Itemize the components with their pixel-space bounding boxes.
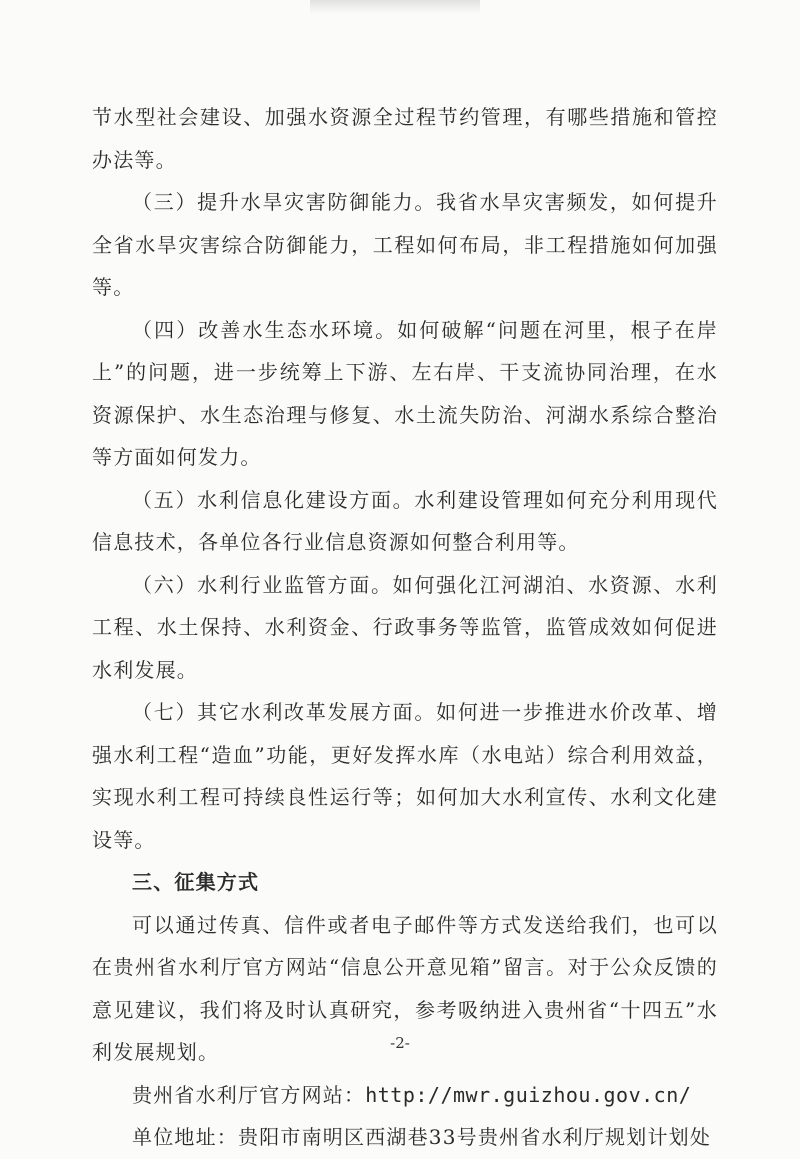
address-line xyxy=(92,1116,718,1159)
address-value: 贵阳市南明区西湖巷33号贵州省水利厅规划计划处 xyxy=(238,1125,712,1149)
paragraph-flood-defense: （三）提升水旱灾害防御能力。我省水旱灾害频发，如何提升全省水旱灾害综合防御能力，工程如何布局，非工程措施如何加强等。 xyxy=(92,190,718,299)
paragraph-collection-method: 可以通过传真、信件或者电子邮件等方式发送给我们，也可以在贵州省水利厅官方网站“信息公开意见箱”留言。对于公众反馈的意见建议，我们将及时认真研究，参考吸纳进入贵州省“十四五”水利发展规划。 xyxy=(92,912,718,1064)
website-url: http://mwr.guizhou.gov.cn/ xyxy=(365,1082,692,1107)
paragraph-continuation: 节水型社会建设、加强水资源全过程节约管理，有哪些措施和管控办法等。 xyxy=(92,105,718,172)
paragraph-other-reform: （七）其它水利改革发展方面。如何进一步推进水价改革、增强水利工程“造血”功能，更好发挥水库（水电站）综合利用效益，实现水利工程可持续良性运行等；如何加大水利宣传、水利文化建设等。 xyxy=(92,700,718,852)
website-label: 贵州省水利厅官方网站： xyxy=(132,1082,366,1107)
website-line xyxy=(92,1074,718,1117)
paragraph-water-ecology: （四）改善水生态水环境。如何破解“问题在河里，根子在岸上”的问题，进一步统筹上下游、左右岸、干支流协同治理，在水资源保护、水生态治理与修复、水土流失防治、河湖水系综合整治等方面如何发力。 xyxy=(92,317,718,469)
paragraph-informatization: （五）水利信息化建设方面。水利建设管理如何充分利用现代信息技术，各单位各行业信息资源如何整合利用等。 xyxy=(92,487,718,554)
section-heading: 三、征集方式 xyxy=(132,870,260,894)
scan-artifact xyxy=(310,0,480,14)
page-number: -2- xyxy=(390,1034,410,1052)
document-body xyxy=(92,96,718,1159)
address-label: 单位地址： xyxy=(132,1125,238,1149)
paragraph-supervision: （六）水利行业监管方面。如何强化江河湖泊、水资源、水利工程、水土保持、水利资金、行政事务等监管，监管成效如何促进水利发展。 xyxy=(92,572,718,682)
